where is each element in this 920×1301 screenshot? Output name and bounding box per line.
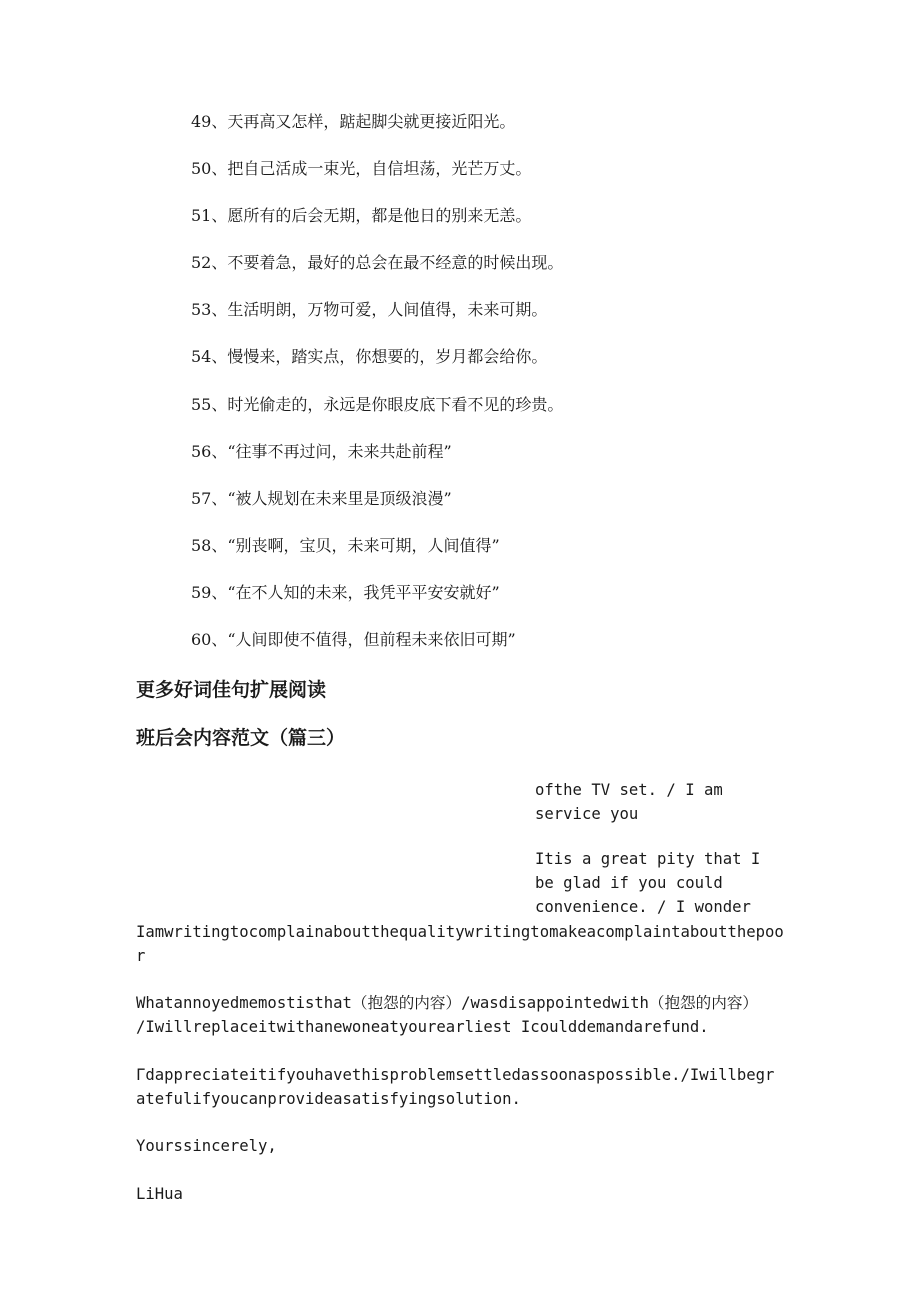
letter-right-column-b xyxy=(535,847,775,919)
paragraph-line: atefulifyoucanprovideasatisfyingsolution. xyxy=(136,1090,521,1108)
letter-paragraph-1 xyxy=(136,920,786,968)
letter-paragraph-3 xyxy=(136,1063,786,1111)
right-col-line: service you xyxy=(535,805,639,823)
letter-paragraph-2 xyxy=(136,991,786,1039)
paragraph-line: Iamwritingtocomplainaboutthequalitywritingtomakeacomplaintaboutthepoo xyxy=(136,923,784,941)
quote-49: 49、天再高又怎样，踮起脚尖就更接近阳光。 xyxy=(191,112,516,131)
quote-52: 52、不要着急，最好的总会在最不经意的时候出现。 xyxy=(191,253,564,272)
quote-58: 58、“别丧啊，宝贝，未来可期，人间值得” xyxy=(191,536,500,555)
paragraph-line: /Iwillreplaceitwithanewoneatyourearliest Icoulddemandarefund. xyxy=(136,1018,709,1036)
paragraph-line: Whatannoyedmemostisthat（抱怨的内容）/wasdisappointedwith（抱怨的内容） xyxy=(136,994,759,1012)
section-heading: 班后会内容范文（篇三） xyxy=(136,727,346,749)
quote-53: 53、生活明朗，万物可爱，人间值得，未来可期。 xyxy=(191,300,548,319)
quote-51: 51、愿所有的后会无期，都是他日的别来无恙。 xyxy=(191,206,532,225)
quote-54: 54、慢慢来，踏实点，你想要的，岁月都会给你。 xyxy=(191,347,548,366)
quote-60: 60、“人间即使不值得，但前程未来依旧可期” xyxy=(191,630,516,649)
paragraph-line: r xyxy=(136,947,146,965)
letter-closing: Yourssincerely, xyxy=(136,1137,277,1155)
right-col-line: be glad if you could xyxy=(535,874,723,892)
right-col-line: Itis a great pity that I xyxy=(535,850,761,868)
more-reading-heading: 更多好词佳句扩展阅读 xyxy=(136,679,327,701)
quote-55: 55、时光偷走的，永远是你眼皮底下看不见的珍贵。 xyxy=(191,395,564,414)
quote-56: 56、“往事不再过问，未来共赴前程” xyxy=(191,442,452,461)
quote-57: 57、“被人规划在未来里是顶级浪漫” xyxy=(191,489,452,508)
paragraph-line: Γdappreciateitifyouhavethisproblemsettledassoonaspossible./Iwillbegr xyxy=(136,1066,775,1084)
quote-59: 59、“在不人知的未来，我凭平平安安就好” xyxy=(191,583,500,602)
right-col-line: convenience. / I wonder xyxy=(535,898,751,916)
quote-50: 50、把自己活成一束光，自信坦荡，光芒万丈。 xyxy=(191,159,532,178)
letter-signature: LiHua xyxy=(136,1185,183,1203)
letter-right-column-a xyxy=(535,778,775,826)
right-col-line: ofthe TV set. / I am xyxy=(535,781,723,799)
